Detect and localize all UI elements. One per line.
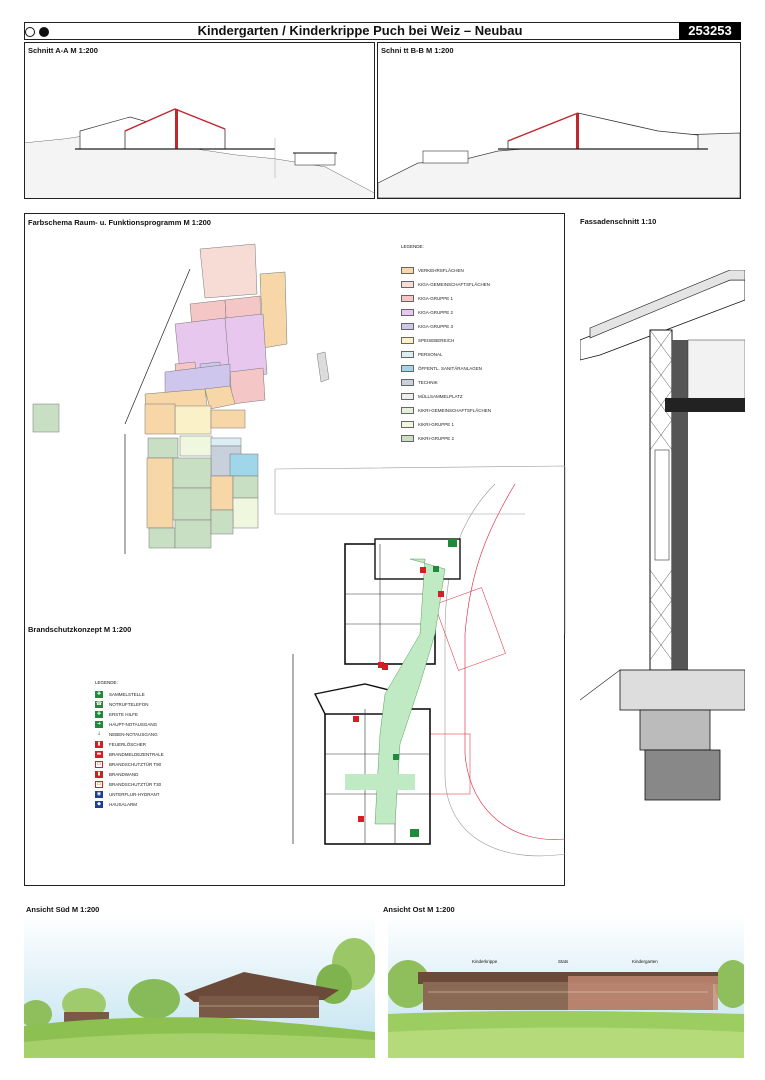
fassadenschnitt-title: Fassadenschnitt 1:10 [580,217,657,226]
fassadenschnitt-drawing [580,270,745,810]
ost-label-kindergarten: Kindergarten [632,959,658,964]
fire-legend-row: ☎ NOTRUFTELEFON [95,701,149,707]
fire-legend-row: ▮ BRANDWAND [95,770,138,778]
farbschema-legend-title: LEGENDE: [401,244,424,249]
secondary-exit-icon: ↓ [96,731,102,737]
main-exit-icon: ➜ [96,721,102,727]
fire-extinguisher-icon: ▮ [95,741,103,748]
ost-label-stats: Stats [558,959,569,964]
legend-row: KIGA-GRUPPE 1 [401,294,453,303]
first-aid-icon: ✚ [96,711,102,717]
legend-row: PERSONAL [401,350,443,359]
fire-legend-row: ▭ BRANDSCHUTZTÜR T30 [96,781,162,787]
legend-row: ÖFFENTL. SANITÄRANLAGEN [401,364,482,373]
fire-legend-row: ✚ ERSTE HILFE [96,711,139,717]
ansicht-sued-title: Ansicht Süd M 1:200 [26,905,100,914]
fire-legend-row: ↓ NEBEN-NOTAUSGANG [96,731,158,737]
section-bb-drawing [378,43,740,198]
brandschutz-legend [95,680,245,820]
fire-legend-row: ◉ UNTERFLUR-HYDRANT [96,791,160,797]
ost-label-kinderkrippe: Kinderkrippe [472,959,498,964]
legend-row: KIGA-GRUPPE 2 [401,308,453,317]
section-bb-panel [377,42,741,199]
legend-row: KIKRI-GRUPPE 1 [401,420,454,429]
legend-row: KIGA-GEMEINSCHAFTSFLÄCHEN [401,280,490,289]
header-dot-left [25,27,35,37]
fire-door-t30-icon: ▭ [96,781,102,787]
legend-row: KIGA-GRUPPE 3 [401,322,453,331]
farbschema-title: Farbschema Raum- u. Funktionsprogramm M 1:200 [28,218,211,227]
brandschutz-legend-title: LEGENDE: [95,680,118,685]
fire-wall-icon: ▮ [95,771,103,778]
fire-legend-row: ▬ BRANDMELDEZENTRALE [96,751,164,757]
fire-legend-row: ▭ BRANDSCHUTZTÜR T90 [96,761,162,767]
legend-row: KIKRI-GEMEINSCHAFTSFLÄCHEN [401,406,491,415]
emergency-phone-icon: ☎ [95,701,103,707]
legend-row: VERKEHRSFLÄCHEN [401,266,464,275]
fire-alarm-panel-icon: ▬ [96,751,102,757]
legend-row: KIKRI-GRUPPE 2 [401,434,454,443]
header-dot-right [39,27,49,37]
brandschutz-title: Brandschutzkonzept M 1:200 [28,625,132,634]
legend-row: SPEISEBEREICH [401,336,454,345]
page-title: Kindergarten / Kinderkrippe Puch bei Weiz – Neubau [197,23,523,38]
fire-legend-row: ◆ HAUSALARM [95,800,137,808]
legend-row: MÜLLSAMMELPLATZ [401,392,463,401]
house-alarm-icon: ◆ [95,801,103,808]
plan-panel [24,213,565,886]
fire-legend-row: ➜ HAUPT-NOTAUSGANG [96,721,158,727]
ansicht-ost-drawing [388,914,744,1058]
legend-row: TECHNIK [401,378,438,387]
assembly-point-icon: ✚ [96,691,102,697]
fire-door-t90-icon: ▭ [96,761,102,767]
project-code: 253253 [679,22,741,40]
section-bb-title: Schni tt B-B M 1:200 [381,46,454,55]
section-aa-drawing [25,43,374,198]
section-aa-title: Schnitt A-A M 1:200 [28,46,98,55]
fire-legend-row: ✚ SAMMELSTELLE [96,691,145,697]
section-aa-panel [24,42,375,199]
fire-legend-row: ▮ FEUERLÖSCHER [95,740,146,748]
ansicht-sued-drawing [24,914,375,1058]
hydrant-icon: ◉ [96,791,102,797]
ansicht-ost-title: Ansicht Ost M 1:200 [383,905,455,914]
